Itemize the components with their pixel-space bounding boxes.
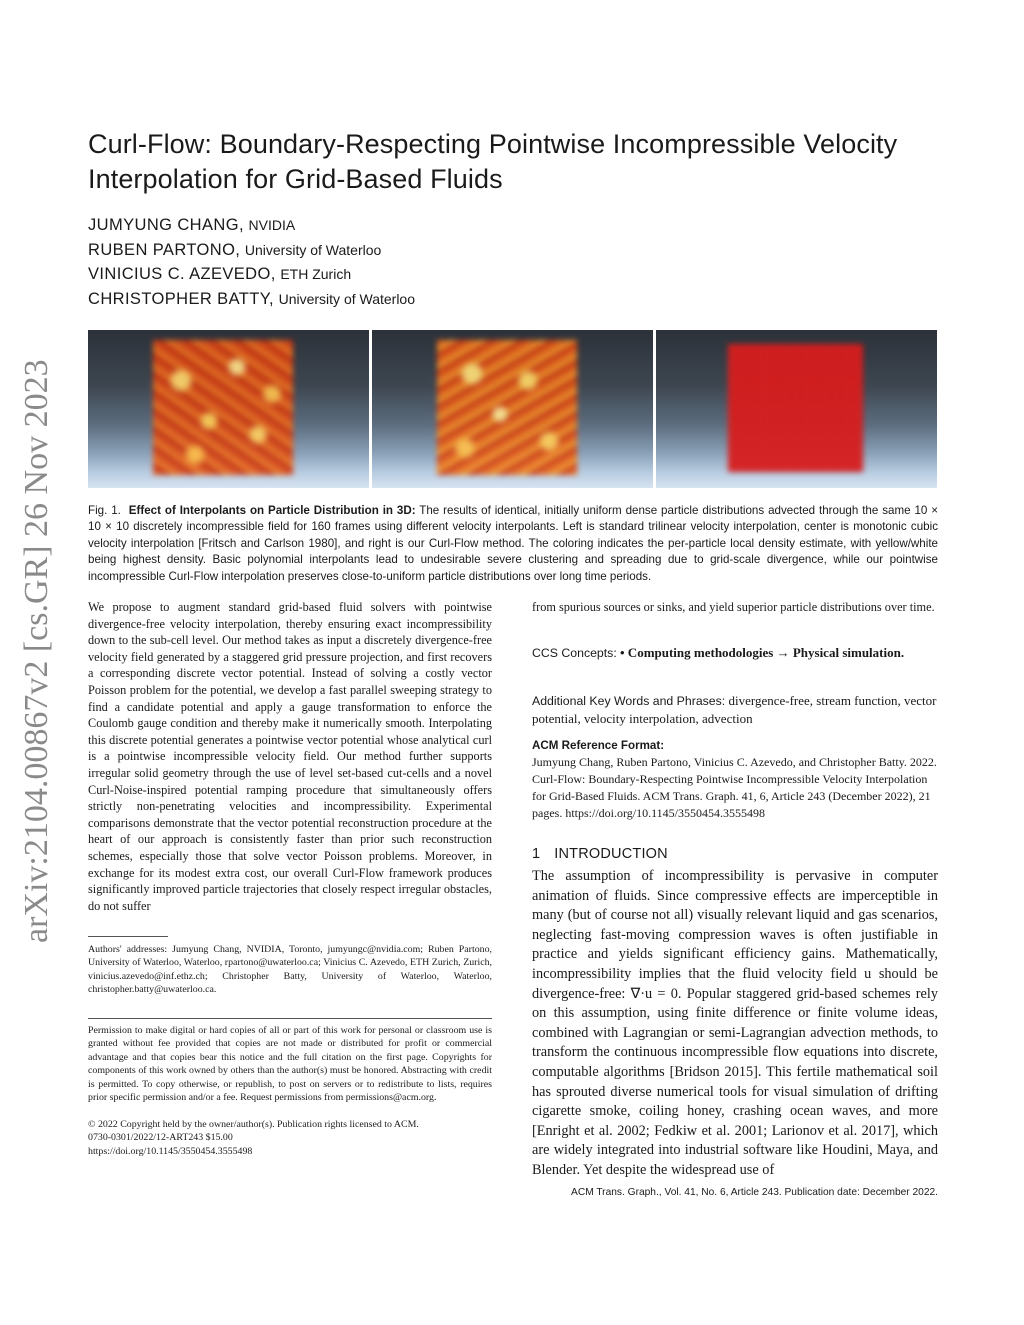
keywords xyxy=(532,692,938,728)
introduction-text: The assumption of incompressibility is pervasive in computer animation of fluids. Since compressive effects are imperceptible in many (but of course not all) visually relevant liquid and gas scenarios, neglecting fast-moving compression waves is often justifiable in practice and yields significant efficiency gains. Mathematically, incompressibility implies that the fluid velocity field u should be divergence-free: ∇·u = 0. Popular staggered grid-based schemes rely on this assumption, using finite difference or finite volume ideas, combined with Lagrangian or semi-Lagrangian advection methods, to transform the continuous incompressible flow equations into discrete, computable algorithms [Bridson 2015]. This fertile mathematical soil has sprouted diverse numerical tools for visual simulation of drifting cigarette smoke, coiling honey, crashing ocean waves, and more [Enright et al. 2002; Fedkiw et al. 2001; Larionov et al. 2017], which are widely integrated into industrial software like Houdini, Maya, and Blender. Yet despite the widespread use of xyxy=(532,868,938,1178)
copyright-issn: 0730-0301/2022/12-ART243 $15.00 xyxy=(88,1132,233,1144)
caption-text: The results of identical, initially uniform dense particle distributions advected through the same 10 × 10 × 10 discretely incompressible field for 160 frames using different velocity interpolants. Left is standard trilinear velocity interpolation, center is monotonic cubic velocity interpolation [Fritsch and Carlson 1980], and right is our Curl-Flow method. The coloring indicates the per-particle local density estimate, with yellow/white being highest density. Basic polynomial interpolants lead to undesirable severe clustering and spreading due to grid-scale divergence, while our pointwise incompressible Curl-Flow interpolation preserves close-to-uniform particle distributions over long time periods. xyxy=(88,504,939,583)
particle-cube-image xyxy=(153,340,293,475)
ccs-value: • Computing methodologies → Physical simulation. xyxy=(620,645,905,660)
author-affiliation: NVIDIA xyxy=(248,217,296,233)
author-name: CHRISTOPHER BATTY, xyxy=(88,289,274,308)
figure-caption xyxy=(88,503,938,585)
author-list xyxy=(88,213,788,311)
keywords-label: Additional Key Words and Phrases: xyxy=(532,694,726,708)
doi-link[interactable]: https://doi.org/10.1145/3550454.3555498 xyxy=(88,1145,253,1157)
figure-panel-cubic xyxy=(372,330,653,488)
page-footer: ACM Trans. Graph., Vol. 41, No. 6, Article 243. Publication date: December 2022. xyxy=(571,1187,938,1198)
particle-cube-image xyxy=(437,340,577,475)
section-heading-introduction xyxy=(532,844,938,864)
author-affiliation: University of Waterloo xyxy=(278,290,416,307)
abstract-text: We propose to augment standard grid-based fluid solvers with pointwise divergence-free velocity interpolation, thereby ensuring exact incompressibility down to the sub-cell level. Our method takes as input a discretely divergence-free velocity field generated by a staggered grid pressure projection, and first recovers a corresponding discrete vector potential. Instead of solving a costly vector Poisson problem for the potential, we develop a fast parallel sweeping strategy to find a candidate potential and apply a gauge transformation to enforce the Coulomb gauge condition and thereby make it numerically smooth. Interpolating this discrete potential generates a pointwise vector potential whose analytical curl is a pointwise incompressible velocity field. Our method further supports irregular solid geometry through the use of level set-based cut-cells and a novel Curl-Noise-inspired potential ramping procedure that simultaneously offers strictly non-penetrating velocities and incompressibility. Experimental comparisons demonstrate that the vector potential reconstruction procedure at the heart of our approach is consistently faster than prior such reconstruction schemes, especially those that solve vector Poisson problems. Moreover, in exchange for its modest extra cost, our overall Curl-Flow framework produces significantly improved particle trajectories that closely respect irregular obstacles, do not suffer xyxy=(88,600,492,913)
author-name: RUBEN PARTONO, xyxy=(88,240,241,259)
acm-reference-heading: ACM Reference Format: xyxy=(532,739,665,752)
author-entry xyxy=(88,213,788,238)
caption-label: Fig. 1. xyxy=(88,504,121,517)
acm-reference xyxy=(532,738,938,822)
authors-address: Authors' addresses: Jumyung Chang, NVIDIA, Toronto, jumyungc@nvidia.com; Ruben Partono, University of Waterloo, Waterloo, rpartono@uwaterloo.ca; Vinicius C. Azevedo, ETH Zurich, Zurich, vinicius.azevedo@inf.ethz.ch; Christopher Batty, University of Waterloo, Waterloo, christopher.batty@uwaterloo.ca. xyxy=(88,944,492,996)
particle-cube-image xyxy=(728,344,863,472)
copyright-block xyxy=(88,1118,492,1158)
caption-title: Effect of Interpolants on Particle Distribution in 3D: xyxy=(128,504,416,517)
permission-notice: Permission to make digital or hard copies of all or part of this work for personal or classroom use is granted without fee provided that copies are not made or distributed for profit or commercial advantage and that copies bear this notice and the full citation on the first page. Copyrights for components of this work owned by others than the author(s) must be honored. Abstracting with credit is permitted. To copy otherwise, or republish, to post on servers or to redistribute to lists, requires prior specific permission and/or a fee. Request permissions from permissions@acm.org. xyxy=(88,1025,492,1104)
author-name: JUMYUNG CHANG, xyxy=(88,216,244,234)
permission-rule xyxy=(88,1018,492,1019)
author-name: VINICIUS C. AZEVEDO, xyxy=(88,265,276,283)
figure-panel-curl-flow xyxy=(656,330,937,488)
author-entry xyxy=(88,238,788,263)
author-entry xyxy=(88,287,788,312)
section-title: INTRODUCTION xyxy=(554,846,668,862)
author-affiliation: ETH Zurich xyxy=(280,266,352,282)
ccs-label: CCS Concepts: xyxy=(532,646,617,660)
copyright-line: © 2022 Copyright held by the owner/author(s). Publication rights licensed to ACM. xyxy=(88,1119,419,1130)
paper-title: Curl-Flow: Boundary-Respecting Pointwise Incompressible Velocity Interpolation for Grid-Based Fluids xyxy=(88,129,898,194)
author-entry xyxy=(88,262,788,287)
keywords-value: divergence-free, stream function, vector potential, velocity interpolation, advection xyxy=(532,693,937,726)
figure-panel-trilinear xyxy=(88,330,369,488)
abstract-continuation: from spurious sources or sinks, and yield superior particle distributions over time. xyxy=(532,600,935,614)
teaser-figure xyxy=(88,330,938,488)
footnote-rule xyxy=(88,936,168,937)
author-affiliation: University of Waterloo xyxy=(244,241,382,258)
ccs-concepts xyxy=(532,644,938,662)
section-number: 1 xyxy=(532,846,541,862)
arxiv-identifier: arXiv:2104.00867v2 [cs.GR] 26 Nov 2023 xyxy=(18,359,55,943)
acm-reference-text: Jumyung Chang, Ruben Partono, Vinicius C. Azevedo, and Christopher Batty. 2022. Curl-Flow: Boundary-Respecting Pointwise Incompressible Velocity Interpolation for Grid-Based Fluids. ACM Trans. Graph. 41, 6, Article 243 (December 2022), 21 pages. https://doi.org/10.1145/3550454.3555498 xyxy=(532,755,937,820)
